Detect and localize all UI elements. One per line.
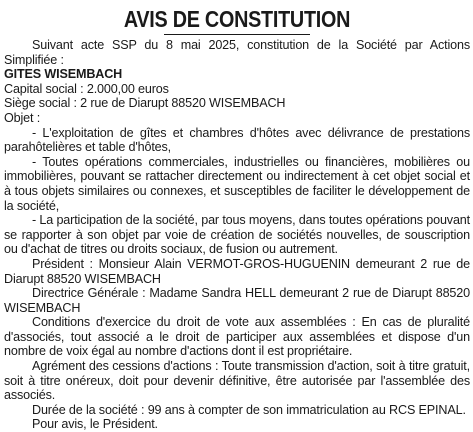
notice-body — [4, 38, 470, 432]
objet-item: - L'exploitation de gîtes et chambres d'hôtes avec délivrance de prestations parahôtelières et table d'hôtes, — [4, 125, 470, 155]
president-paragraph: Président : Monsieur Alain VERMOT-GROS-HUGUENIN demeurant 2 rue de Diarupt 88520 WISEMBACH — [4, 256, 470, 286]
signature-line: Pour avis, le Président. — [32, 417, 158, 432]
company-name: GITES WISEMBACH — [4, 67, 123, 82]
intro-paragraph: Suivant acte SSP du 8 mai 2025, constitution de la Société par Actions Simplifiée : — [4, 38, 470, 67]
siege-line: Siège social : 2 rue de Diarupt 88520 WISEMBACH — [4, 96, 286, 111]
duree-paragraph: Durée de la société : 99 ans à compter de son immatriculation au RCS EPINAL. — [32, 402, 466, 417]
conditions-paragraph: Conditions d'exercice du droit de vote aux assemblées : En cas de pluralité d'associés, tout associé a le droit de participer aux assemblées et dispose d'un nombre de voix égal au nombre d'actions dont il est propriétaire. — [4, 315, 470, 359]
agrement-paragraph: Agrément des cessions d'actions : Toute transmission d'action, soit à titre gratuit, soit à titre onéreux, doit pour devenir définitive, être autorisée par l'assemblée des associés. — [4, 359, 470, 403]
objet-item: - Toutes opérations commerciales, industrielles ou financières, mobilières ou immobilières, pouvant se rattacher directement ou indirectement à cet objet social et à tous objets similaires ou connexes, et susceptibles de faciliter le développement de la société, — [4, 154, 470, 213]
directrice-paragraph: Directrice Générale : Madame Sandra HELL demeurant 2 rue de Diarupt 88520 WISEMBACH — [4, 286, 470, 315]
objet-item: - La participation de la société, par tous moyens, dans toutes opérations pouvant se rapporter à son objet par voie de création de sociétés nouvelles, de souscription ou d'achat de titres ou droits sociaux, de fusion ou autrement. — [4, 213, 471, 257]
notice-title: AVIS DE CONSTITUTION — [123, 6, 351, 32]
objet-label: Objet : — [4, 110, 41, 125]
title-underline — [164, 34, 310, 35]
capital-line: Capital social : 2.000,00 euros — [4, 81, 169, 96]
